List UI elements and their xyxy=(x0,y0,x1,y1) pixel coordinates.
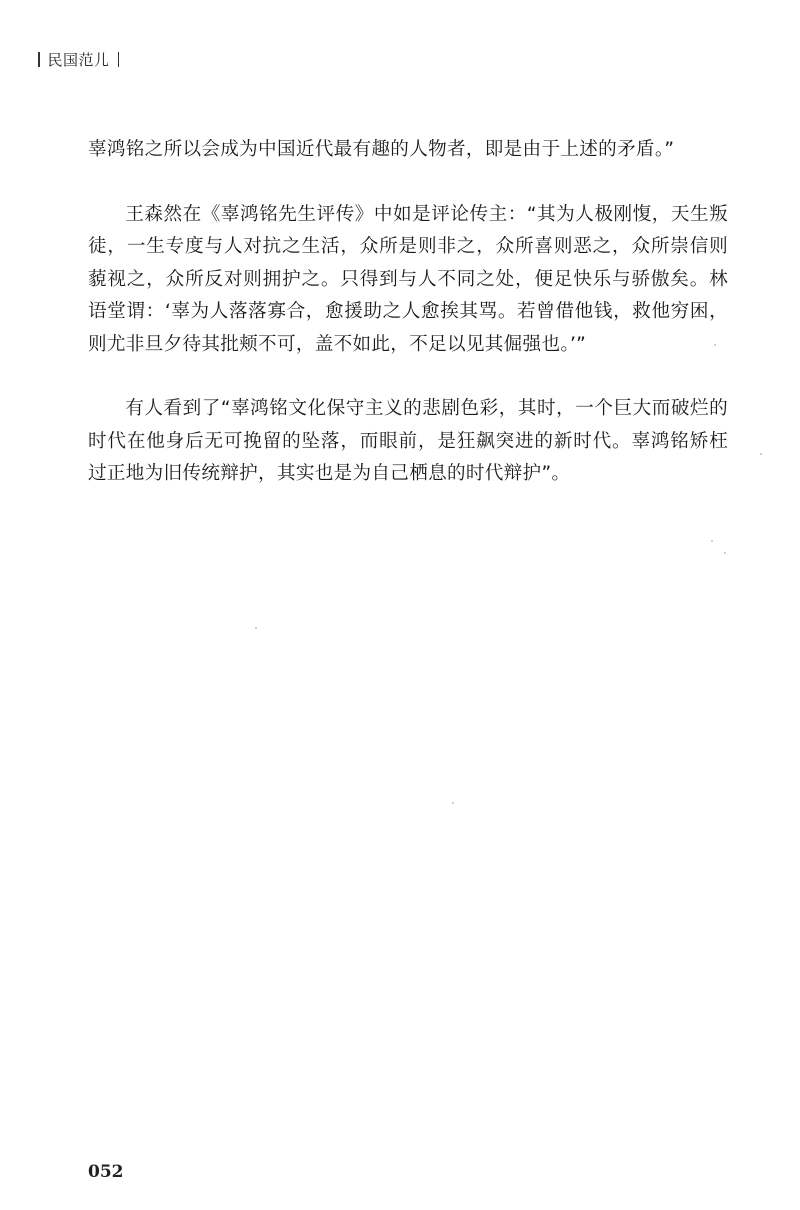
header-left-rule xyxy=(38,52,40,67)
scan-speck xyxy=(711,540,713,542)
running-header xyxy=(38,48,119,70)
paragraph-3: 有人看到了“辜鸿铭文化保守主义的悲剧色彩，其时，一个巨大而破烂的时代在他身后无可挽留的坠落，而眼前，是狂飙突进的新时代。辜鸿铭矫枉过正地为旧传统辩护，其实也是为自己栖息的时代辩护”。 xyxy=(88,398,728,484)
header-right-rule xyxy=(118,52,120,67)
scan-speck xyxy=(714,344,716,346)
running-title: 民国范儿 xyxy=(47,50,110,69)
scan-speck xyxy=(255,627,257,629)
scan-speck xyxy=(452,802,454,804)
scan-speck xyxy=(724,552,726,554)
body-text xyxy=(88,134,728,491)
scan-speck xyxy=(760,453,762,455)
paragraph-1: 辜鸿铭之所以会成为中国近代最有趣的人物者，即是由于上述的矛盾。” xyxy=(88,139,675,160)
paragraph-2: 王森然在《辜鸿铭先生评传》中如是评论传主：“其为人极刚愎，天生叛徒，一生专度与人对抗之生活，众所是则非之，众所喜则恶之，众所崇信则藐视之，众所反对则拥护之。只得到与人不同之处，便足快乐与骄傲矣。林语堂谓：‘辜为人落落寡合，愈援助之人愈挨其骂。若曾借他钱，救他穷困，则尤非旦夕待其批颊不可，盖不如此，不足以见其倔强也。’” xyxy=(88,203,728,355)
page-number: 052 xyxy=(88,1162,124,1182)
